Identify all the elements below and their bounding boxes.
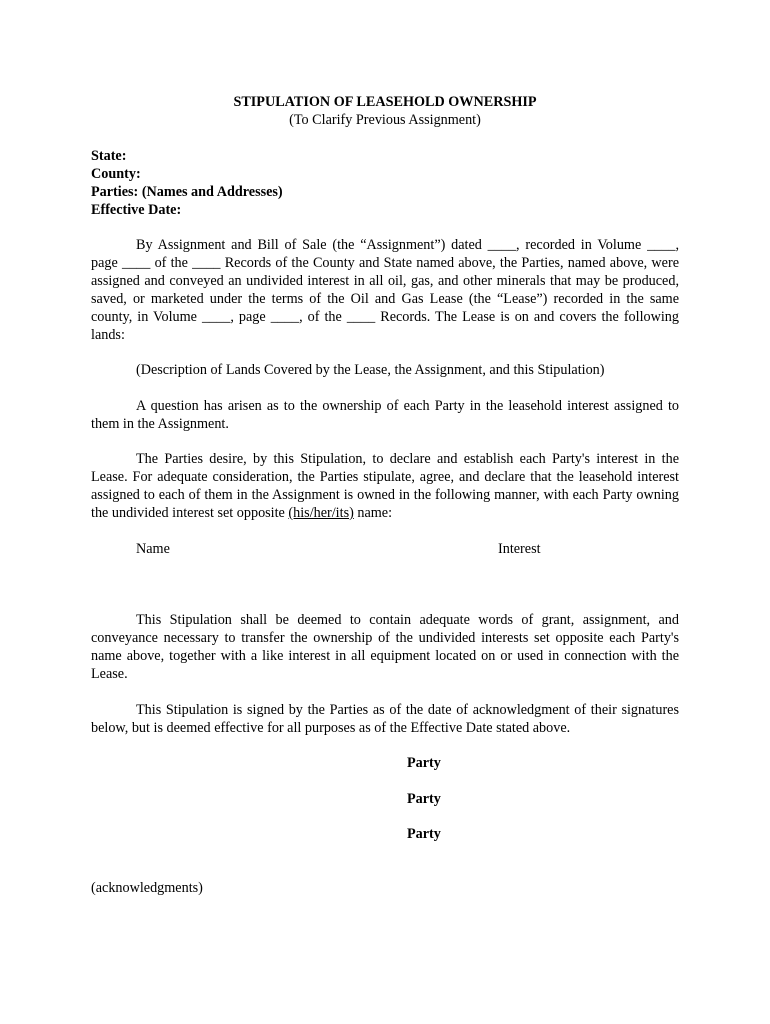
document-title: STIPULATION OF LEASEHOLD OWNERSHIP xyxy=(233,94,537,110)
signature-party-3: Party xyxy=(407,826,441,842)
paragraph-conveyance-text: This Stipulation shall be deemed to contain adequate words of grant, assignment, and conveyance necessary to transfer the ownership of the undivided interests set opposite each Party's name above, together with a like interest in all equipment located on or used in connection with the Lease. xyxy=(91,612,679,682)
lands-description: (Description of Lands Covered by the Lease, the Assignment, and this Stipulation) xyxy=(136,362,605,378)
pronoun-choice: (his/her/its) xyxy=(288,505,354,521)
paragraph-question xyxy=(91,397,679,433)
field-county: County: xyxy=(91,166,141,182)
paragraph-assignment-text: By Assignment and Bill of Sale (the “Assignment”) dated ____, recorded in Volume ____, page ____ of the ____ Records of the County and State named above, the Parties, named above, were assigned and conveyed an undivided interest in all oil, gas, and other minerals that may be produced, saved, or marketed under the terms of the Oil and Gas Lease (the “Lease”) recorded in the same county, in Volume ____, page ____, of the ____ Records. The Lease is on and covers the following lands: xyxy=(91,237,679,343)
document-subtitle: (To Clarify Previous Assignment) xyxy=(289,112,481,128)
field-parties: Parties: (Names and Addresses) xyxy=(91,184,283,200)
paragraph-declaration-end: name: xyxy=(353,505,393,521)
paragraph-effective xyxy=(91,701,679,737)
signature-party-2: Party xyxy=(407,791,441,807)
column-header-name: Name xyxy=(136,541,170,557)
paragraph-question-text: A question has arisen as to the ownership of each Party in the leasehold interest assigned to them in the Assignment. xyxy=(91,398,679,432)
field-state: State: xyxy=(91,148,127,164)
signature-party-1: Party xyxy=(407,755,441,771)
paragraph-conveyance xyxy=(91,611,679,683)
field-effective-date: Effective Date: xyxy=(91,202,182,218)
acknowledgments-note: (acknowledgments) xyxy=(91,880,203,896)
paragraph-declaration-text: The Parties desire, by this Stipulation, to declare and establish each Party's interest in the Lease. For adequate consideration, the Parties stipulate, agree, and declare that the leasehold interest assigned to each of them in the Assignment is owned in the following manner, with each Party owning the undivided interest set opposite xyxy=(91,451,679,521)
paragraph-assignment xyxy=(91,236,679,344)
column-header-interest: Interest xyxy=(498,541,541,557)
paragraph-declaration xyxy=(91,450,679,522)
paragraph-effective-text: This Stipulation is signed by the Parties as of the date of acknowledgment of their signatures below, but is deemed effective for all purposes as of the Effective Date stated above. xyxy=(91,702,679,736)
